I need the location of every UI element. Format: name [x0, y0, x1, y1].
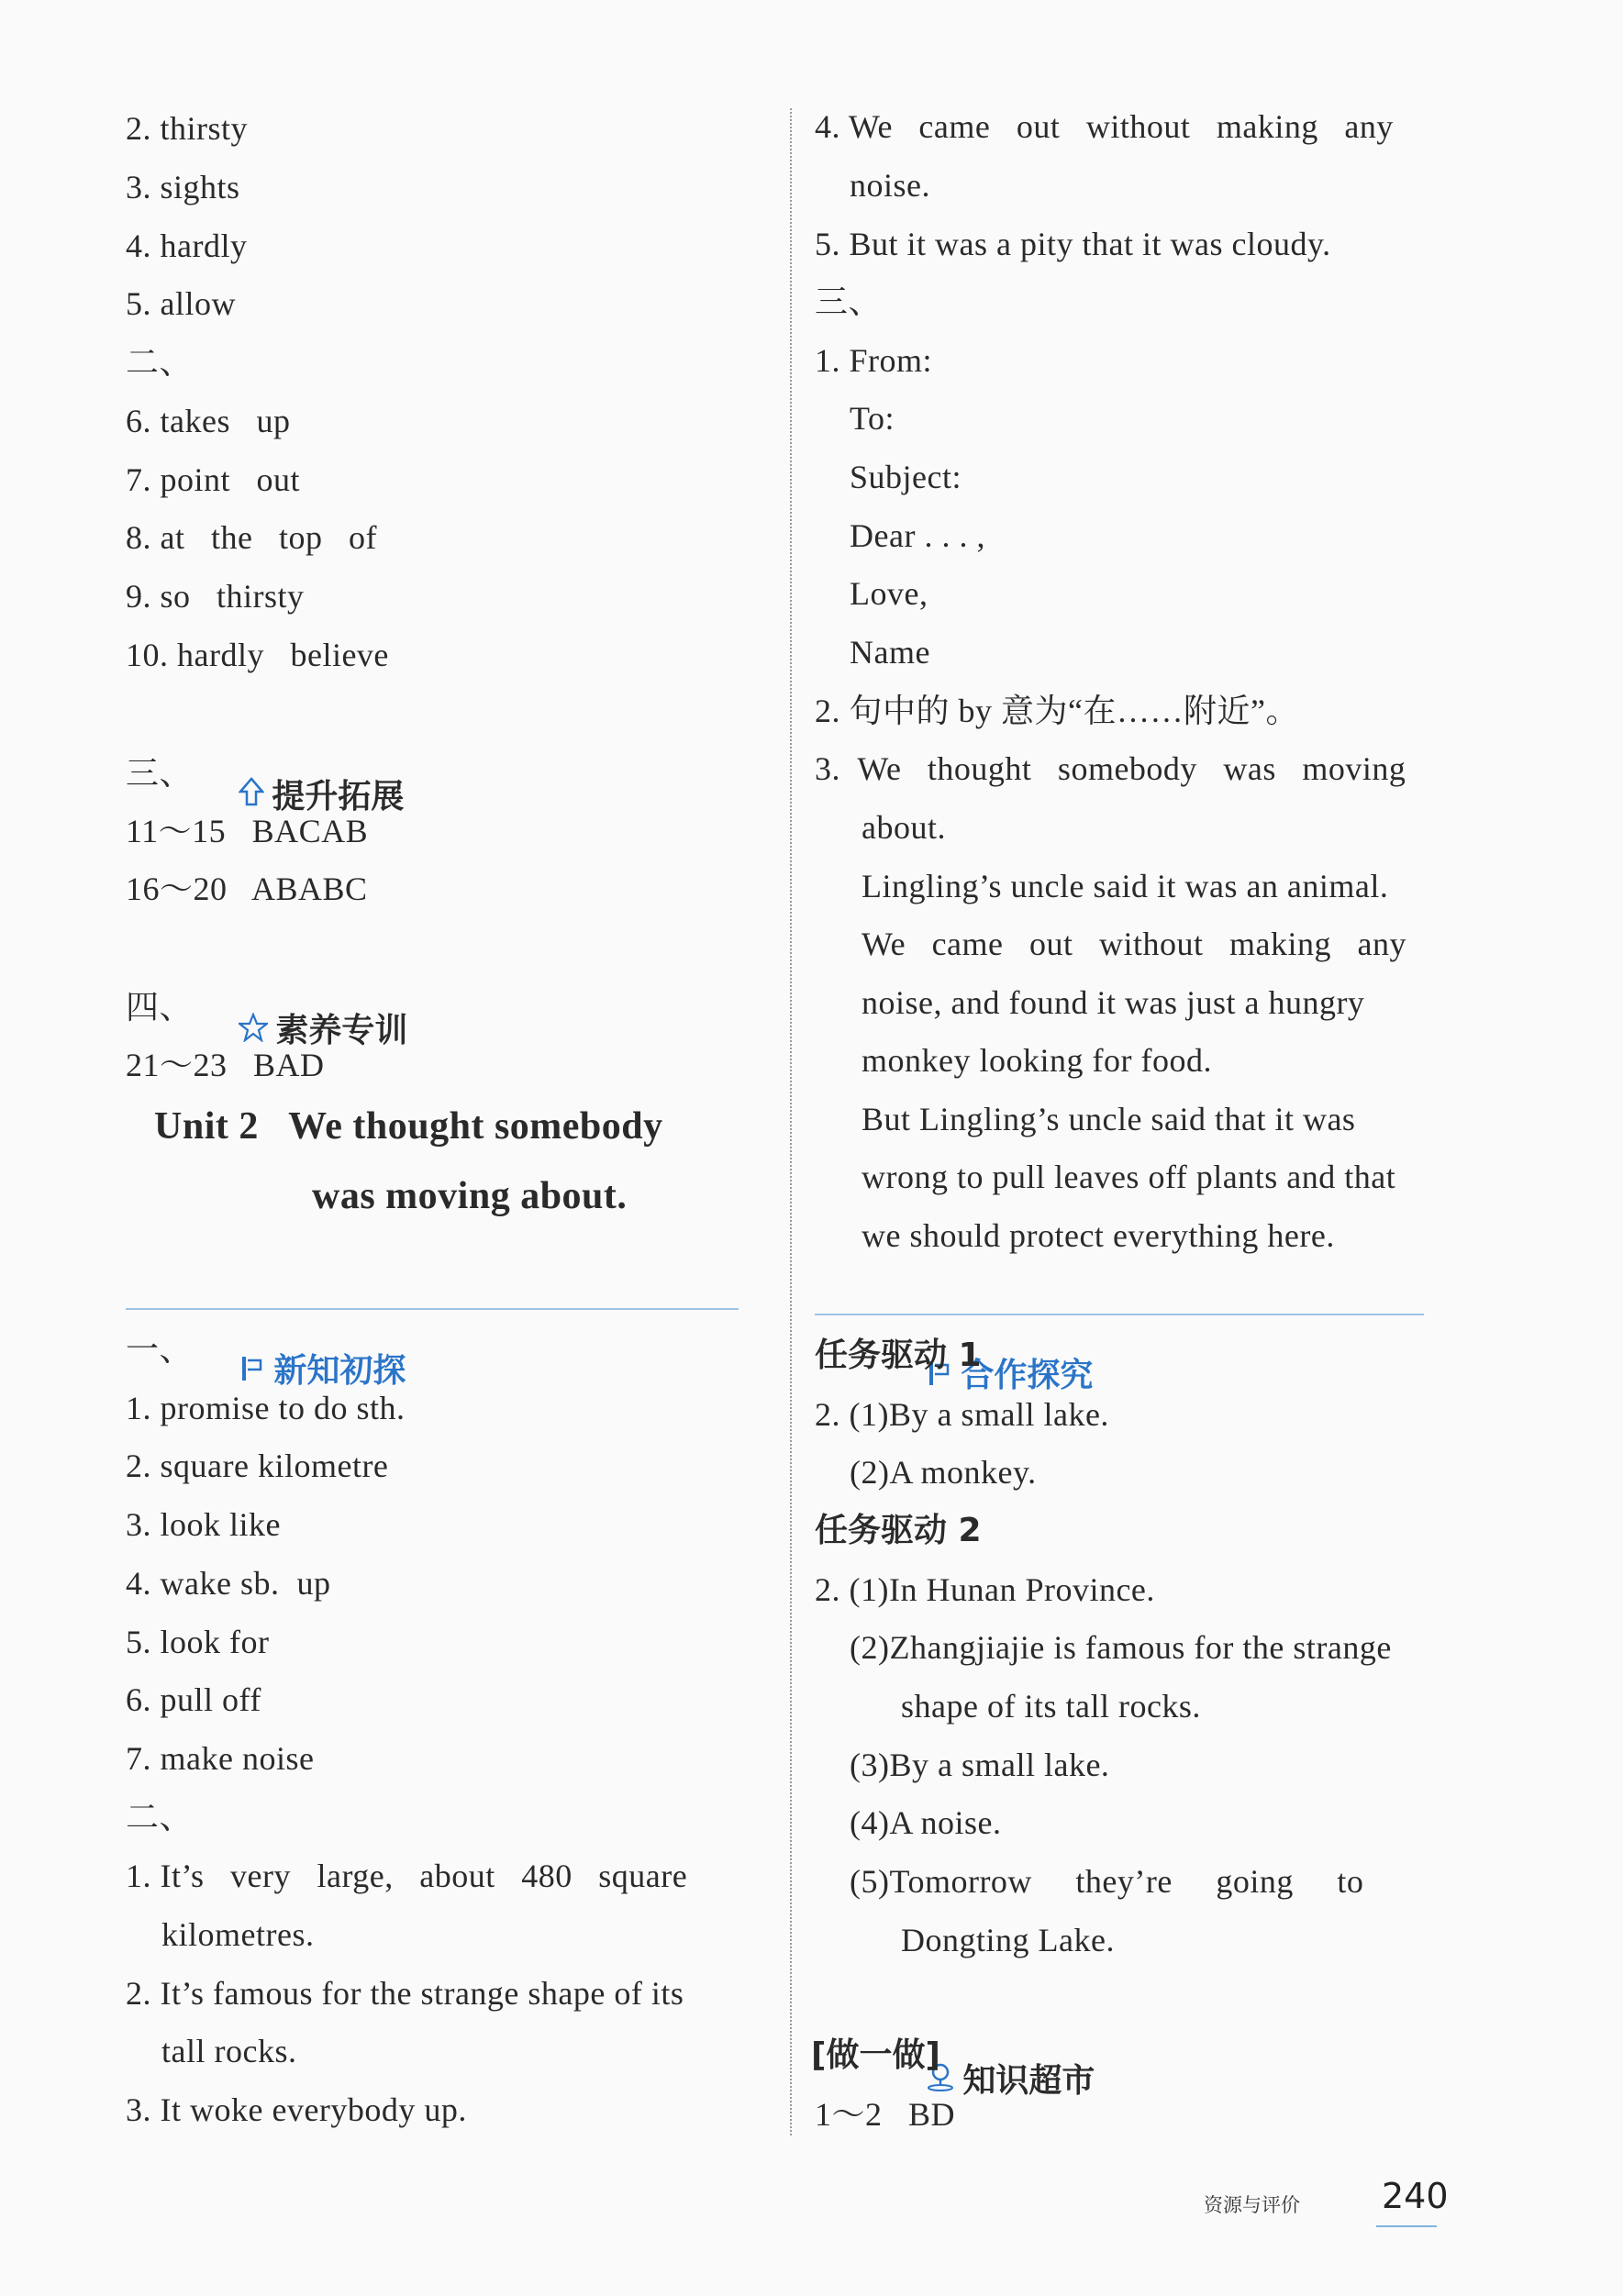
answer-line: 2. square kilometre	[126, 1447, 389, 1484]
answer-line: To:	[850, 400, 895, 437]
page-number-underline	[1376, 2225, 1437, 2227]
unit-title-line2: was moving about.	[312, 1175, 628, 1217]
answer-line: (2)A monkey.	[850, 1454, 1037, 1491]
answer-line: shape of its tall rocks.	[901, 1688, 1201, 1725]
answer-line: 7. make noise	[126, 1740, 315, 1777]
answer-line: 1. promise to do sth.	[126, 1390, 406, 1426]
answer-line: (4)A noise.	[850, 1804, 1002, 1841]
footer-label: 资源与评价	[1204, 2194, 1300, 2216]
answer-line: we should protect everything here.	[862, 1217, 1335, 1254]
answer-line: Lingling’s uncle said it was an animal.	[862, 868, 1389, 904]
page-number: 240	[1382, 2176, 1449, 2216]
answer-line: 1. From:	[815, 342, 933, 379]
answer-line: 三、	[126, 755, 194, 792]
section-title: 知识超市	[962, 2062, 1095, 2100]
answer-line: 21～23 BAD	[126, 1047, 325, 1083]
answer-line: 2. It’s famous for the strange shape of its	[126, 1975, 684, 2012]
answer-line: wrong to pull leaves off plants and that	[862, 1159, 1396, 1195]
task-heading: 任务驱动 2	[815, 1512, 982, 1549]
answer-line: 4. wake sb. up	[126, 1565, 331, 1602]
answer-line: (2)Zhangjiajie is famous for the strange	[850, 1629, 1392, 1666]
section-title: 提升拓展	[272, 778, 405, 815]
answer-line: 2. (1)By a small lake.	[815, 1396, 1109, 1433]
answer-line: Name	[850, 634, 930, 671]
answer-line: 一、	[126, 1331, 194, 1368]
answer-line: 5. But it was a pity that it was cloudy.	[815, 226, 1331, 262]
task-heading: 任务驱动 1	[815, 1337, 982, 1374]
answer-line: 10. hardly believe	[126, 637, 389, 673]
answer-line: noise, and found it was just a hungry	[862, 984, 1365, 1021]
answer-line: 6. takes up	[126, 403, 291, 439]
unit-title-line1: Unit 2 We thought somebody	[154, 1105, 663, 1148]
answer-line: 9. so thirsty	[126, 578, 305, 615]
answer-line: 4. hardly	[126, 227, 248, 264]
answer-line: 3. It woke everybody up.	[126, 2091, 467, 2128]
answer-line: 二、	[126, 1799, 194, 1836]
section-underline	[126, 1308, 739, 1310]
answer-line: Dear . . . ,	[850, 517, 985, 554]
answer-line: 1. It’s very large, about 480 square	[126, 1858, 688, 1894]
answer-line: Love,	[850, 575, 928, 612]
answer-line: 4. We came out without making any	[815, 108, 1394, 145]
answer-line: 6. pull off	[126, 1681, 261, 1718]
section-title: 合作探究	[961, 1357, 1094, 1394]
section-title: 新知初探	[273, 1352, 406, 1390]
subheading: [做一做]	[811, 2036, 940, 2074]
answer-line: 四、	[126, 989, 194, 1026]
answer-line: 三、	[815, 283, 883, 320]
answer-line: 8. at the top of	[126, 519, 377, 556]
section-title: 素养专训	[275, 1012, 408, 1049]
answer-line: about.	[862, 809, 946, 846]
column-divider	[790, 108, 792, 2135]
answer-line: noise.	[850, 167, 930, 204]
answer-line: 2. (1)In Hunan Province.	[815, 1571, 1155, 1608]
answer-line: (3)By a small lake.	[850, 1747, 1110, 1783]
answer-line: tall rocks.	[161, 2033, 297, 2069]
answer-line: 5. look for	[126, 1624, 270, 1660]
answer-line: We came out without making any	[862, 926, 1406, 962]
answer-line: Subject:	[850, 459, 962, 495]
answer-line: 3. We thought somebody was moving	[815, 750, 1406, 787]
answer-line: kilometres.	[161, 1916, 315, 1953]
answer-line: 2. 句中的 by 意为“在……附近”。	[815, 693, 1299, 729]
answer-line: 3. look like	[126, 1506, 281, 1543]
answer-line: 16～20 ABABC	[126, 871, 368, 907]
section-underline	[815, 1314, 1424, 1315]
answer-line: 2. thirsty	[126, 110, 249, 147]
answer-line: 5. allow	[126, 285, 236, 322]
answer-line: 二、	[126, 344, 194, 381]
answer-line: 3. sights	[126, 169, 240, 205]
answer-line: monkey looking for food.	[862, 1042, 1212, 1079]
answer-line: But Lingling’s uncle said that it was	[862, 1101, 1356, 1137]
answer-line: (5)Tomorrow they’re going to	[850, 1863, 1364, 1900]
section-heading-zhishi	[811, 1977, 1095, 2188]
answer-line: 7. point out	[126, 461, 301, 498]
answer-line: Dongting Lake.	[901, 1922, 1115, 1958]
answer-line: 1～2 BD	[815, 2096, 956, 2133]
answer-line: 11～15 BACAB	[126, 813, 369, 849]
